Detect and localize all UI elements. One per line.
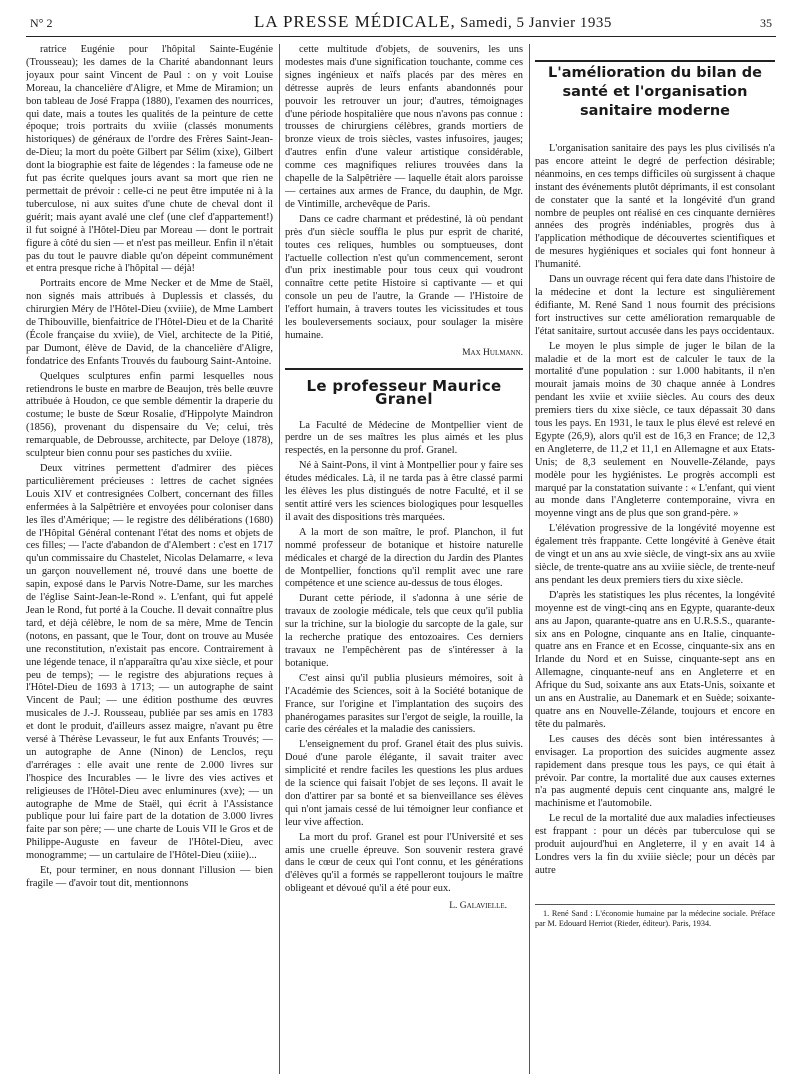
column-1 xyxy=(26,44,273,1074)
paragraph: Et, pour terminer, en nous donnant l'illusion — bien fragile — d'avoir tout dit, mentionnons xyxy=(26,865,273,889)
column-divider xyxy=(279,44,280,1074)
paragraph: Les causes des décès sont bien intéressantes à envisager. La proportion des suicides augmente assez rapidement dans presque tous les pays, ce qui était à prévoir. Par contre, la mortalité due aux causes externes n'a pas augmenté depuis cent cinquante ans, malgré le machinisme et l'automobile. xyxy=(535,733,775,810)
issue-date: Samedi, 5 Janvier 1935 xyxy=(460,15,612,31)
author-signature: L. Galavielle. xyxy=(449,901,507,912)
paragraph: Le moyen le plus simple de juger le bilan de la maladie et de la mort est de calculer le taux de la mortalité d'une population : sur 1.000 habitants, il n'en mourait jamais moins de 30 chaque année à Londres pendant les xviie et xviiie siècles. Au cours des deux premiers tiers du xixe siècle, ce taux dépassait 30 dans tous les pays. En 1931, le taux le plus élevé est relevé en Egypte (26,9), alors qu'il est de 16,3 en France; de 12,3 en Angleterre, de 11,2 et 11,1 en Allemagne et aux Etats-Unis; de 8,3 seulement en Nouvelle-Zélande, pays modèle pour les hygiénistes. Le progrès accompli est marqué par la constatation suivante : « L'enfant, qui vient au monde dans l'Angleterre contemporaine, vivra en moyenne vingt ans de plus que son grand-père. » xyxy=(535,340,775,520)
article-title: L'amélioration du bilan de santé et l'organisation sanitaire moderne xyxy=(535,60,775,121)
article-separator xyxy=(285,368,523,370)
article-title: Le professeur Maurice Granel xyxy=(306,376,502,408)
page-number: 35 xyxy=(760,16,772,30)
footnote xyxy=(535,904,775,929)
masthead: LA PRESSE MÉDICALE, xyxy=(254,12,456,31)
page-header xyxy=(26,10,776,37)
column-3 xyxy=(535,44,775,1074)
paragraph: Durant cette période, il s'adonna à une série de travaux de zoologie médicale, tels que ceux qu'il publia sur la trichine, sur la biologie du sarcopte de la gale, sur la recherche pratique des entozoaires. Ces derniers travaux ne l'empêchèrent pas de s'intéresser à la botanique. xyxy=(285,593,523,669)
paragraph: Deux vitrines permettent d'admirer des pièces particulièrement précieuses : lettres de cachet signées Louis XIV et contresignées Colbert, concernant des filles enfermées à la Salpêtrière et envoyées pour coloniser dans les îles d'Amérique; — le registre des délibérations (1680) de l'Hôpital Général contenant l'état des noms et objets de ces filles; — l'acte d'abandon de d'Alembert : c'est en 1717 qu'un commissaire du Chastelet, Nicolas Delamarre, « leva un garçon nouvellement né, trouvé dans une boette de sapin, exposé dans le Parvis Notre-Dame, sur les marches de l'église Saint-Jean-le-Rond ». L'enfant, qui fut appelé Jean le Rond, fut porté à la Couche. Il devait connaître plus tard, et déjà célèbre, le nom de sa mère, Mme de Tencin (notons, en passant, que le Tour, dont on trouve au Musée une reconstitution, n'existait pas encore. Contrairement à une légende tenace, il n'apparaîtra qu'au xixe siècle, et pour peu de temps); — le registre des abjurations reçues à l'Hôtel-Dieu de 1693 à 1713; — un autographe de saint Vincent de Paul; — une édition posthume des œuvres musicales de J.-J. Rousseau, publiée par ses amis en 1783 et dont le produit, d'ailleurs assez maigre, n'avant pu être versé à Thérèse Levasseur, le fut aux Enfants Trouvés; — un autographe de Anne (Ninon) de Lenclos, reçu d'arrérages : elle avait une rente de 2.000 livres sur l'hospice des Incurables — le livre des vies actives et religieuses de l'Hôtel-Dieu avec enluminures (xve); — un autographe de Mme de Staël, qui écrit à l'Assistance publique pour lui faire part de la dotation de 3.000 livres faite par son père; — une charte de Louis VII le Gros et de Philippe-Auguste en faveur de l'Hôtel-Dieu, avec monogramme; — un cartulaire de l'Hôtel-Dieu (xiiie)... xyxy=(26,463,273,862)
masthead-line xyxy=(254,12,612,32)
paragraph: L'élévation progressive de la longévité moyenne est également très frappante. Cette longévité à Genève était de vingt et un ans au xvie siècle, de vingt-six ans au xviie siècle, de trente-quatre ans au xviiie siècle, de trente-neuf ans pendant les deux premiers tiers du xixe siècle. xyxy=(535,523,775,586)
paragraph: Dans un ouvrage récent qui fera date dans l'histoire de la médecine et dont la lecture est singulièrement édifiante, M. René Sand 1 nous fournit des précisions fort instructives sur cette amélioration remarquable de l'état sanitaire, surtout accusée dans les pays occidentaux. xyxy=(535,274,775,337)
paragraph: L'organisation sanitaire des pays les plus civilisés n'a pas encore atteint le degré de perfection désirable; néanmoins, en ces temps difficiles où surgissent à chaque instant des événements plutôt déprimants, il est consolant de constater que la santé et la longévité d'un grand nombre de peuples ont réalisé en ces cinquante dernières années des progrès indéniables, progrès dus à l'application méthodique de découvertes scientifiques et de mesures hygiéniques et sociales qui font honneur à l'humanité. xyxy=(535,143,775,271)
column-divider xyxy=(529,44,530,1074)
author-signature: Max Hulmann. xyxy=(462,347,523,358)
paragraph: Portraits encore de Mme Necker et de Mme de Staël, non signés mais attribués à Duplessis et classés, du chirurgien Méry de l'Hôtel-Dieu (xviiie), de Mme Lambert de Thibouville, bienfaitrice de l'Hôtel-Dieu et de la Charité (École française du xviie), de Viel, architecte de la Pitié, par Dumont, élève de David, de la chancelière d'Aligre, fondatrice des Enfants Trouvés du faubourg Saint-Antoine. xyxy=(26,278,273,367)
paragraph: ratrice Eugénie pour l'hôpital Sainte-Eugénie (Trousseau); les dames de la Charité abandonnant leurs joyaux pour saint Vincent de Paul : on y voit Louise Moreau, la chancelière d'Aligre, et Mme de Miramion; un bon tableau de José Frappa (1880), l'examen des nourrices, qui date, mais a toutes les qualités de la peinture de cette époque; trois portraits du xviiie (classés monuments historiques) de généraux de l'ordre des Frères Saint-Jean-de-Dieu; la mort du poète Gilbert par Sélim (xixe), Gilbert dont la biographie est faite de légendes : la fameuse ode ne fut pas écrite quelques jours avant sa mort que rien ne permettait de prévoir : celle-ci ne peut être imputée ni à la tuberculose, ni aux suites d'une chute de cheval dont il guérit; mais ayant avalé une clef (une clef d'appartement!) il fut soigné à l'Hôtel-Dieu par Moreau — dont le portrait figure à côté du sien — et n'est pas meilleur. Enfin il n'était pas du tout le pauvre diable qu'on dépeint communément et entra presque riche à l'hôpital — déjà! xyxy=(26,44,273,275)
paragraph: A la mort de son maître, le prof. Planchon, il fut nommé professeur de botanique et histoire naturelle médicales et chargé de la direction du Jardin des Plantes de Montpellier, fonctions qu'il remplit avec une rare compétence et une science au-dessus de tous éloges. xyxy=(285,526,523,590)
paragraph: L'enseignement du prof. Granel était des plus suivis. Doué d'une parole élégante, il savait traiter avec simplicité et rendre faciles les questions les plus ardues de la science qui faisait l'objet de ses leçons. Il avait le don d'attirer par sa bonté et sa bienveillance ses élèves qui n'ont jamais cessé de lui témoigner leur confiance et leur vive affection. xyxy=(285,739,523,828)
paragraph: Le recul de la mortalité due aux maladies infectieuses est frappant : pour un décès par tuberculose qui se produit aujourd'hui en Angleterre, il y en avait 14 à Londres vers la fin du xviiie siècle; pour un décès par autre xyxy=(535,813,775,876)
paragraph: Quelques sculptures enfin parmi lesquelles nous retiendrons le buste en marbre de Beaujon, très belle œuvre attribuée à Houdon, ce que semble démentir la draperie du costume; le buste de Sœur Rosalie, d'Hippolyte Maindron (1856), provenant du dispensaire du Ve; celui, très remarquable, de Debrousse, architecte, par Deloye (1878), sculpteur bien connu pour ses pastiches du xviiie. xyxy=(26,370,273,460)
issue-number: N° 2 xyxy=(30,16,53,30)
column-2 xyxy=(285,44,523,1074)
paragraph: D'après les statistiques les plus récentes, la longévité moyenne est de vingt-cinq ans en Egypte, quarante-deux ans au Japon, quarante-quatre ans en U.R.S.S., quarante-six ans en Pologne, cinquante ans en Italie, cinquante-quatre ans en France et en Ecosse, cinquante-six ans en Irlande du Nord et en Suisse, cinquante-sept ans en Allemagne, cinquante-neuf ans en Angleterre et en Afrique du Sud, soixante ans aux Etats-Unis, soixante et un ans en Australie, au Danemark et en Suède; soixante-quatre ans en Nouvelle-Zélande, toujours et encore en tête du palmarès. xyxy=(535,589,775,730)
paragraph: Né à Saint-Pons, il vint à Montpellier pour y faire ses études médicales. Là, il ne tarda pas à être classé parmi les élèves les plus distingués de notre Faculté, et il se sentit attiré vers les sciences biologiques pour lesquelles il avait des dispositions très marquées. xyxy=(285,460,523,523)
paragraph: La Faculté de Médecine de Montpellier vient de perdre un de ses maîtres les plus aimés et les plus respectés, en la personne du prof. Granel. xyxy=(285,419,523,457)
paragraph: cette multitude d'objets, de souvenirs, les uns modestes mais d'une signification touchante, comme ces signes ingénieux et naïfs placés par des mères en détresse auprès de leurs enfants abandonnés pour pouvoir les retrouver un jour; d'autres, témoignages d'une période hospitalière que nous n'avons pas connue : trousses de chirurgiens célèbres, grands mortiers de bronze vieux de trois siècles, vastes infusoires, jauges; d'autres enfin d'une valeur artistique considérable, comme ces magnifiques reliures trouvées dans la chapelle de la Salpêtrière — laquelle était alors paroisse — certaines aux armes de France, du dauphin, de Mgr. de Vintimille, archevêque de Paris. xyxy=(285,44,523,210)
footnote-text: 1. René Sand : L'économie humaine par la médecine sociale. Préface par M. Edouard Herriot (Rieder, éditeur). Paris, 1934. xyxy=(535,908,775,928)
paragraph: Dans ce cadre charmant et prédestiné, là où pendant près d'un siècle souffla le plus pur esprit de charité, toutes ces reliques, humbles ou somptueuses, dont l'actuelle collection n'est qu'un commencement, seront d'un prix inestimable pour tous ceux qui voudront connaître cette petite Histoire si captivante — et qui console un peu de l'autre, la Grande — l'Histoire de l'effort humain, à travers toutes les vicissitudes et tous les bouleversements sociaux, pour soulager la misère humaine. xyxy=(285,213,523,341)
paragraph: C'est ainsi qu'il publia plusieurs mémoires, soit à l'Académie des Sciences, soit à la Société botanique de France, sur l'origine et l'implantation des suçoirs des phanérogames parasites sur l'ergot de seigle, la rouille, la carie des céréales et la maladie des canissiers. xyxy=(285,672,523,736)
paragraph: La mort du prof. Granel est pour l'Université et ses amis une cruelle épreuve. Son souvenir restera gravé dans le cœur de ceux qui l'ont connu, et les générations d'élèves qu'il a formés se rappelleront toujours le maître obligeant et dévoué qu'il a été pour eux. xyxy=(285,831,523,895)
